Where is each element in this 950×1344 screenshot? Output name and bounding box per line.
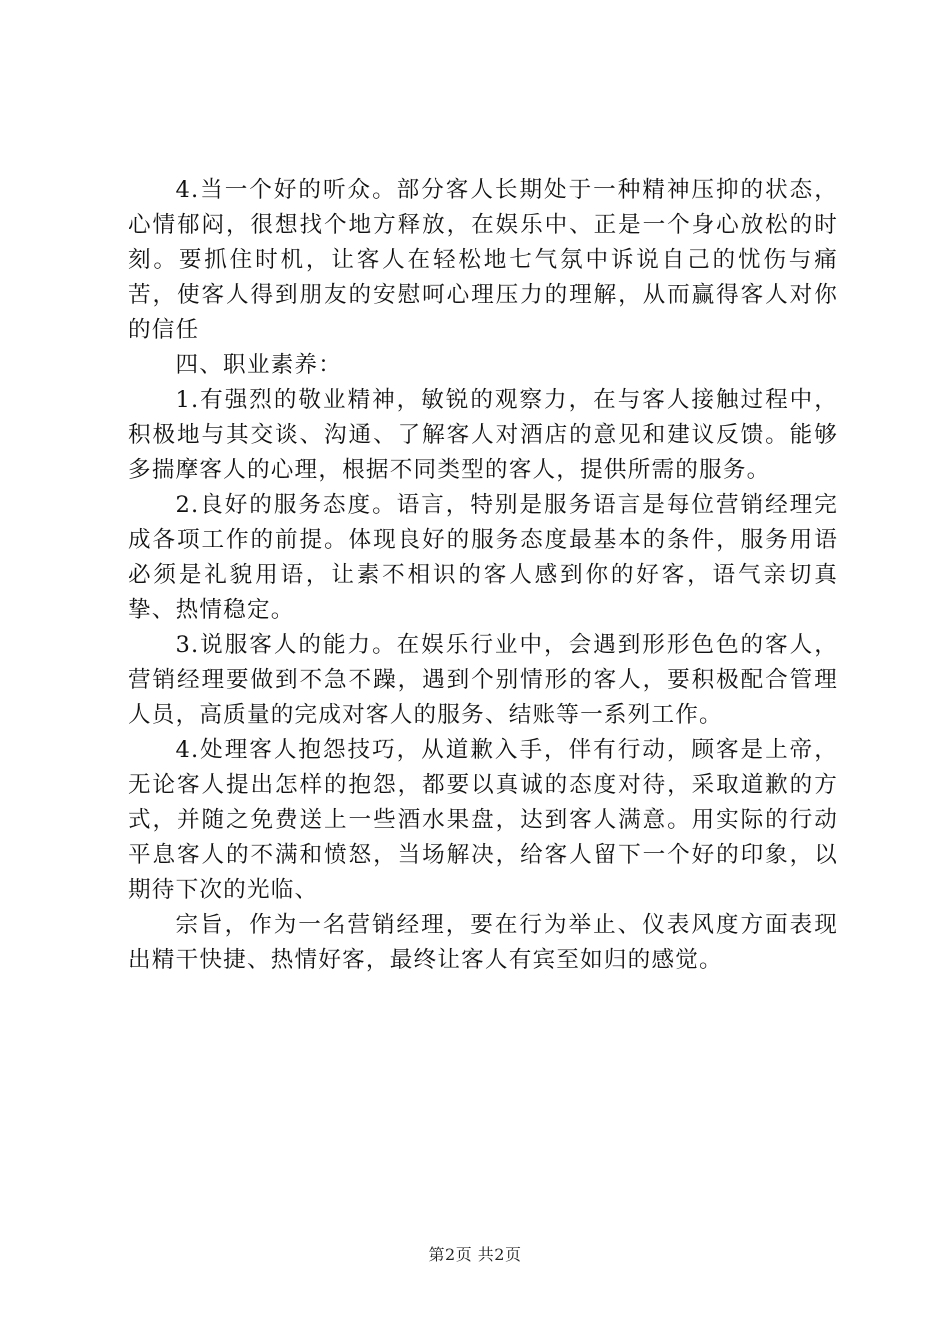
paragraph-dedication: 1.有强烈的敬业精神，敏锐的观察力，在与客人接触过程中，积极地与其交谈、沟通、了解客人对酒店的意见和建议反馈。能够多揣摩客人的心理，根据不同类型的客人，提供所需的服务。 — [128, 387, 838, 483]
paragraph-complaint-handling: 4.处理客人抱怨技巧，从道歉入手，伴有行动，顾客是上帝，无论客人提出怎样的抱怨，都要以真诚的态度对待，采取道歉的方式，并随之免费送上一些酒水果盘，达到客人满意。用实际的行动平息客人的不满和愤怒，当场解决，给客人留下一个好的印象，以期待下次的光临、 — [128, 737, 838, 903]
paragraph-purpose: 宗旨，作为一名营销经理，要在行为举止、仪表风度方面表现出精干快捷、热情好客，最终让客人有宾至如归的感觉。 — [128, 912, 838, 973]
paragraph-service-attitude: 2.良好的服务态度。语言，特别是服务语言是每位营销经理完成各项工作的前提。体现良好的服务态度最基本的条件，服务用语必须是礼貌用语，让素不相识的客人感到你的好客，语气亲切真挚、热情稳定。 — [128, 492, 838, 623]
paragraph-persuasion-ability: 3.说服客人的能力。在娱乐行业中，会遇到形形色色的客人，营销经理要做到不急不躁，遇到个别情形的客人，要积极配合管理人员，高质量的完成对客人的服务、结账等一系列工作。 — [128, 632, 838, 728]
document-body — [128, 173, 838, 978]
page-number-footer: 第2页 共2页 — [428, 1245, 522, 1264]
paragraph-listener-tip: 4.当一个好的听众。部分客人长期处于一种精神压抑的状态，心情郁闷，很想找个地方释放，在娱乐中、正是一个身心放松的时刻。要抓住时机，让客人在轻松地七气氛中诉说自己的忧伤与痛苦，使客人得到朋友的安慰呵心理压力的理解，从而赢得客人对你的信任 — [128, 177, 838, 343]
section-heading-professional-quality: 四、职业素养： — [175, 352, 343, 378]
